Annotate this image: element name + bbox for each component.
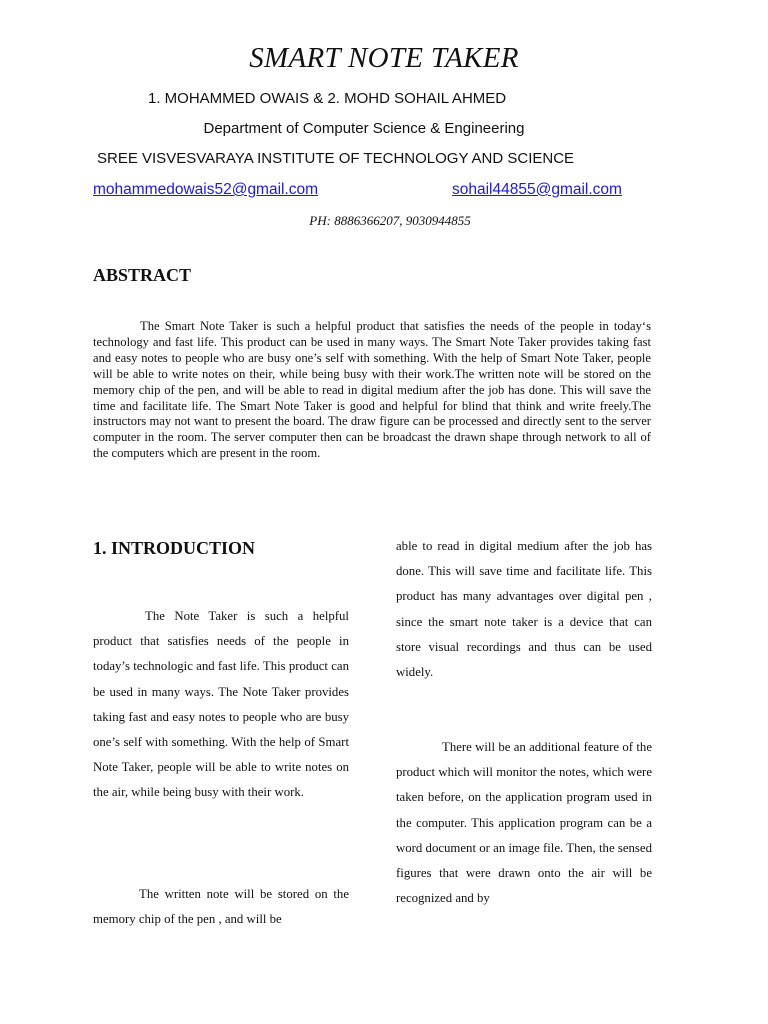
- intro-left-paragraph-1: The Note Taker is such a helpful product that satisfies needs of the people in today’s technologic and fast life. This product can be used in many ways. The Note Taker provides taking fast and easy notes to people who are busy one’s self with something. With the help of Smart Note Taker, people will be able to write notes on the air, while being busy with their work.: [93, 609, 349, 800]
- email-link-1[interactable]: mohammedowais52@gmail.com: [93, 181, 319, 198]
- intro-left-paragraph-2: The written note will be stored on the memory chip of the pen , and will be: [93, 887, 349, 927]
- email-link-2[interactable]: sohail44855@gmail.com: [452, 181, 622, 198]
- phone-numbers: PH: 8886366207, 9030944855: [309, 213, 471, 228]
- author-names: 1. MOHAMMED OWAIS & 2. MOHD SOHAIL AHMED: [148, 90, 507, 107]
- paper-title: SMART NOTE TAKER: [249, 42, 519, 74]
- department: Department of Computer Science & Engineering: [203, 120, 525, 137]
- institute-name: SREE VISVESVARAYA INSTITUTE OF TECHNOLOGY AND SCIENCE: [97, 150, 575, 167]
- introduction-heading: 1. INTRODUCTION: [93, 538, 256, 558]
- abstract-text: The Smart Note Taker is such a helpful product that satisfies the needs of the people in today‘s technology and fast life. This product can be used in many ways. The Smart Note Taker provides taking fast and easy notes to people who are busy one’s self with something. With the help of Smart Note Taker, people will be able to write notes on their, while being busy with their work.The written note will be stored on the memory chip of the pen, and will be able to read in digital medium after the job has done. This will save the time and facilitate life. The Smart Note Taker is good and helpful for blind that think and write freely.The instructors may not want to present the board. The draw figure can be processed and directly sent to the server computer in the room. The server computer then can be broadcast the drawn shape through network to all of the computers which are present in the room.: [93, 319, 651, 461]
- abstract-heading: ABSTRACT: [93, 265, 192, 285]
- intro-right-paragraph-2: There will be an additional feature of the product which will monitor the notes, which were taken before, on the application program used in the computer. This application program can be a word document or an image file. Then, the sensed figures that were drawn onto the air will be recognized and by: [396, 740, 652, 906]
- intro-right-paragraph-1: able to read in digital medium after the job has done. This will save time and facilitate life. This product has many advantages over digital pen , since the smart note taker is a device that can store visual recordings and thus can be used widely.: [396, 539, 652, 680]
